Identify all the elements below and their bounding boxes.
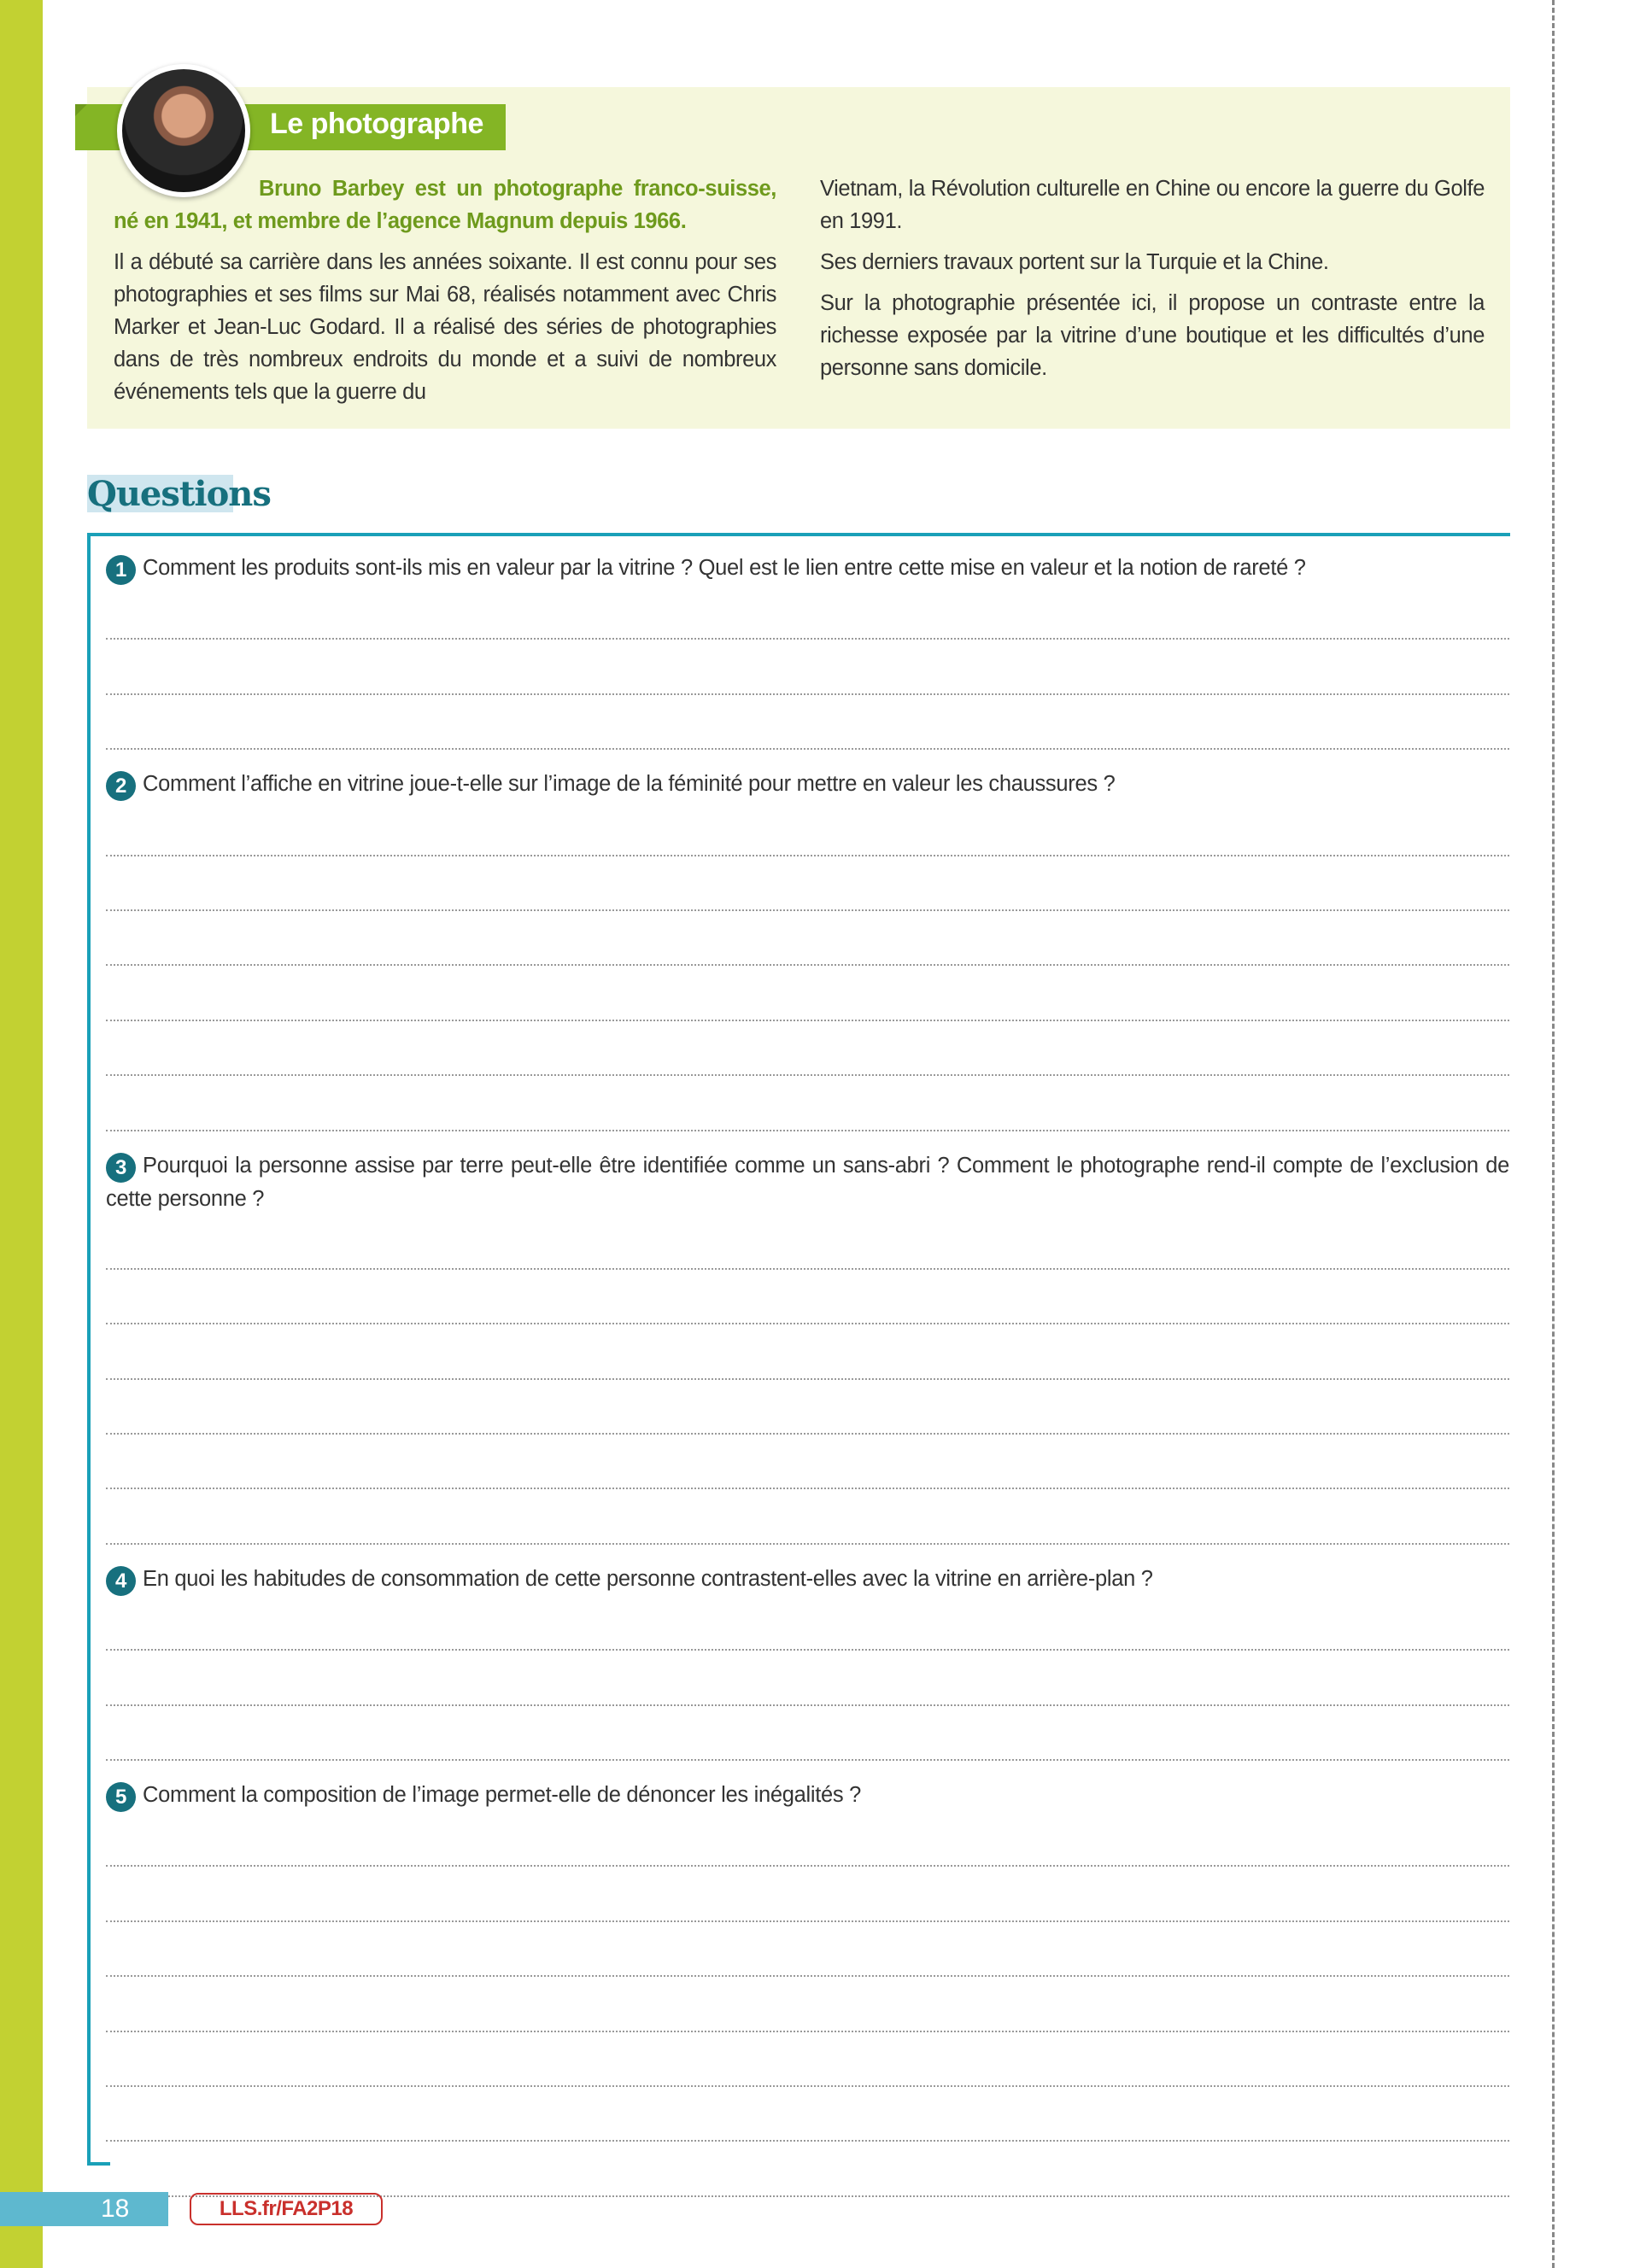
answer-line[interactable] [106,1380,1509,1435]
bio-lead: Bruno Barbey est un photographe franco-suisse, né en 1941, et membre de l’agence Magnum depuis 1966. [114,177,776,233]
bio-column-right [820,172,1485,393]
section-title: Le photographe [270,108,483,140]
questions-list [106,552,1509,2215]
answer-line[interactable] [106,2087,1509,2142]
answer-line[interactable] [106,1435,1509,1489]
answer-line[interactable] [106,1977,1509,2031]
answer-line[interactable] [106,2032,1509,2087]
answer-line[interactable] [106,1324,1509,1379]
answer-line[interactable] [106,966,1509,1020]
question-number-badge: 4 [106,1566,136,1596]
bio-paragraph: Vietnam, la Révolution culturelle en Chine ou encore la guerre du Golfe en 1991. [820,177,1485,233]
answer-line[interactable] [106,1596,1509,1651]
questions-heading: Questions [87,474,271,514]
question-5 [106,1779,1509,2197]
question-2 [106,768,1509,1131]
bio-paragraph: Ses derniers travaux portent sur la Turquie et la Chine. [820,250,1329,274]
question-text [106,1563,1509,1596]
answer-line[interactable] [106,695,1509,750]
answer-line[interactable] [106,1076,1509,1131]
bio-paragraph: Sur la photographie présentée ici, il propose un contraste entre la richesse exposée par la vitrine d’une boutique et les difficultés d’une personne sans domicile. [820,291,1485,380]
answer-line[interactable] [106,1270,1509,1324]
answer-line[interactable] [106,911,1509,966]
answer-line[interactable] [106,640,1509,694]
question-number-badge: 3 [106,1153,136,1183]
question-label: Comment la composition de l’image permet-elle de dénoncer les inégalités ? [143,1783,862,1808]
question-text [106,1779,1509,1812]
answer-line[interactable] [106,1812,1509,1867]
left-margin-bar [0,0,43,2268]
answer-line[interactable] [106,2142,1509,2196]
answer-line[interactable] [106,1867,1509,1921]
answer-line[interactable] [106,856,1509,911]
question-label: En quoi les habitudes de consommation de cette personne contrastent-elles avec la vitrine en arrière-plan ? [143,1566,1153,1591]
answer-line[interactable] [106,585,1509,640]
question-number-badge: 5 [106,1782,136,1812]
question-number-badge: 2 [106,771,136,801]
question-1 [106,552,1509,750]
answer-line[interactable] [106,1215,1509,1270]
question-text [106,1149,1509,1215]
question-4 [106,1563,1509,1761]
bio-column-left [114,172,776,417]
answer-line[interactable] [106,1021,1509,1076]
resource-link[interactable]: LLS.fr/FA2P18 [190,2193,383,2225]
question-label: Comment les produits sont-ils mis en valeur par la vitrine ? Quel est le lien entre cette mise en valeur et la notion de rareté ? [143,556,1306,580]
tab-fold [75,104,87,116]
question-text [106,552,1509,585]
question-3 [106,1149,1509,1545]
answer-line[interactable] [106,1922,1509,1977]
answer-line[interactable] [106,1651,1509,1705]
answer-line[interactable] [106,801,1509,856]
page-number: 18 [0,2192,168,2226]
question-label: Pourquoi la personne assise par terre peut-elle être identifiée comme un sans-abri ? Comment le photographe rend-il compte de l’exclusion de cette personne ? [106,1153,1509,1211]
question-label: Comment l’affiche en vitrine joue-t-elle sur l’image de la féminité pour mettre en valeur les chaussures ? [143,772,1116,797]
cut-line [1552,0,1555,2268]
question-number-badge: 1 [106,555,136,585]
answer-line[interactable] [106,1489,1509,1544]
answer-line[interactable] [106,1706,1509,1761]
bio-paragraph: Il a débuté sa carrière dans les années soixante. Il est connu pour ses photographies et ses films sur Mai 68, réalisés notamment avec Chris Marker et Jean-Luc Godard. Il a réalisé des séries de photographies dans de très nombreux endroits du monde et a suivi de nombreux événements tels que la guerre du [114,250,776,404]
question-text [106,768,1509,801]
